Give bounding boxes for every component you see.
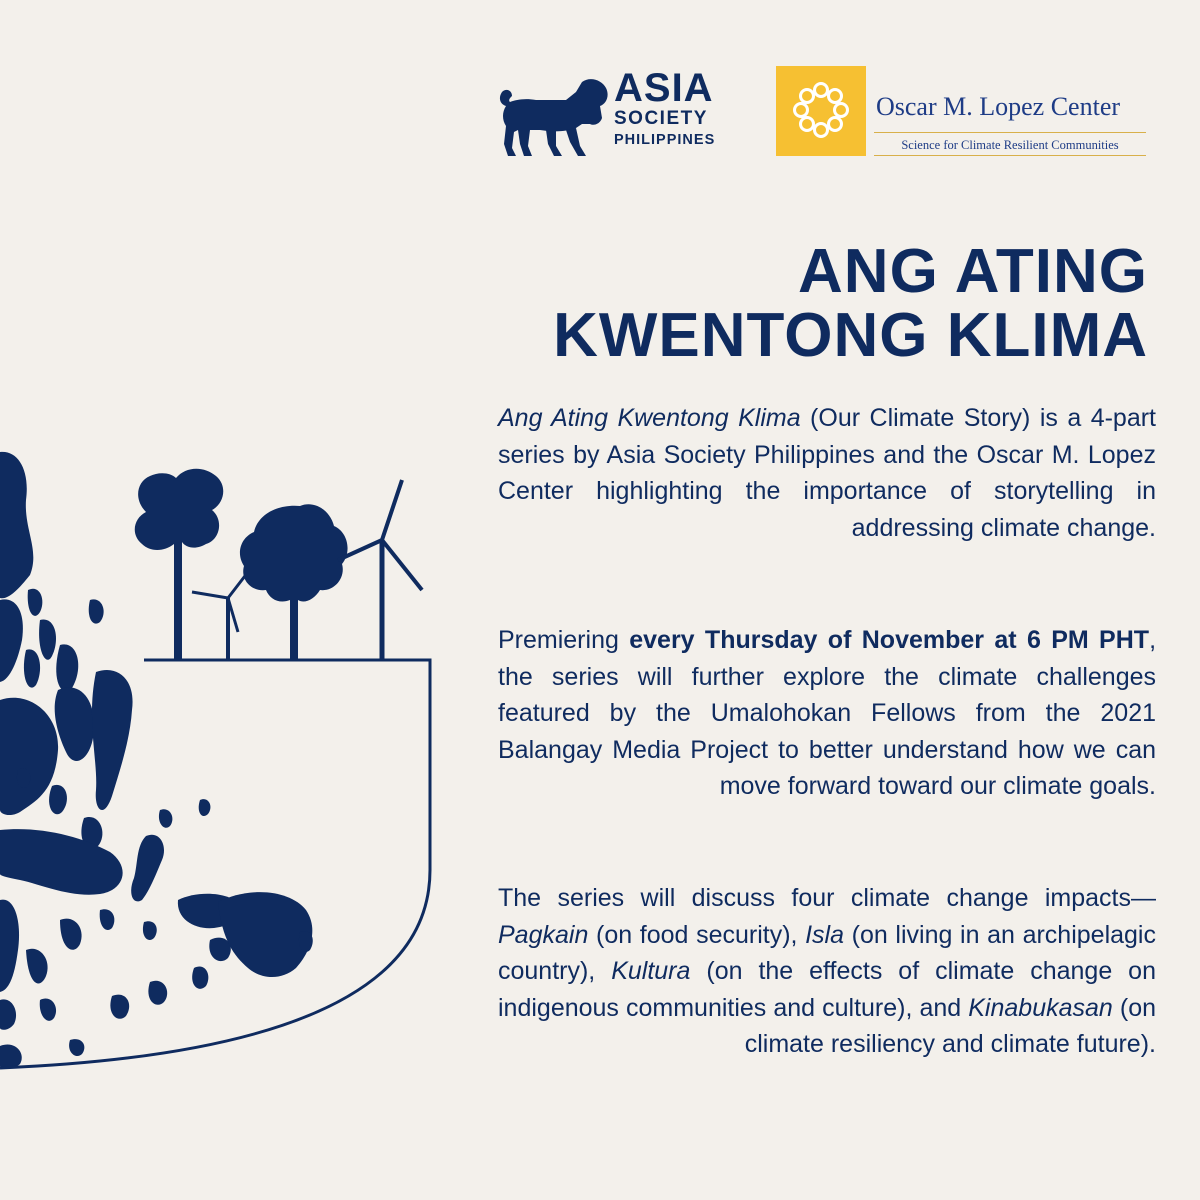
impact-kultura: Kultura bbox=[611, 957, 691, 985]
island-shape bbox=[0, 900, 19, 992]
island-shape bbox=[28, 589, 43, 616]
impacts-text: (on food security), bbox=[588, 920, 806, 949]
impacts-text: (on the effects of climate change on indigenous communities and culture), and bbox=[498, 957, 1156, 1022]
intro-text: (Our Climate Story) is a 4-part series by Asia Society Philippines and the Oscar M. Lopez Center highlighting the importance of storytelling in addressing climate change. bbox=[498, 404, 1156, 542]
island-shape bbox=[218, 892, 312, 977]
island-shape bbox=[24, 649, 40, 687]
impacts-text: The series will discuss four climate change impacts— bbox=[498, 884, 1156, 912]
title-line-1: ANG ATING bbox=[798, 237, 1148, 306]
island-shape bbox=[131, 835, 164, 902]
wind-turbine-blade bbox=[382, 480, 402, 540]
wind-turbine-blade bbox=[228, 572, 248, 598]
island-shape bbox=[192, 967, 208, 989]
ring-of-circles-icon bbox=[776, 66, 866, 156]
round-tree bbox=[240, 504, 348, 660]
omlc-divider bbox=[874, 155, 1146, 156]
omlc-logo bbox=[776, 66, 1148, 158]
island-shape bbox=[89, 599, 104, 623]
asia-wordmark: ASIA bbox=[614, 66, 714, 110]
impacts-text: (on living in an archipelagic country), bbox=[498, 920, 1156, 985]
island-shape bbox=[159, 809, 172, 828]
omlc-divider bbox=[874, 132, 1146, 133]
island-shape bbox=[148, 981, 167, 1005]
philippines-wordmark: PHILIPPINES bbox=[614, 132, 716, 148]
island-shape bbox=[100, 909, 115, 930]
island-shape bbox=[55, 687, 94, 761]
wind-turbine-blade bbox=[192, 592, 228, 598]
title-line-2: KWENTONG KLIMA bbox=[553, 301, 1148, 370]
asia-society-logo bbox=[496, 66, 736, 162]
impact-pagkain: Pagkain bbox=[498, 920, 589, 949]
palm-tree bbox=[135, 469, 223, 660]
island-shape bbox=[56, 644, 78, 691]
island-shape bbox=[60, 919, 82, 950]
island-shape bbox=[40, 999, 56, 1021]
premiere-schedule: every Thursday of November at 6 PM PHT bbox=[629, 626, 1150, 654]
series-name: Ang Ating Kwentong Klima bbox=[498, 404, 801, 432]
impacts-text: (on climate resiliency and climate future). bbox=[744, 993, 1156, 1058]
island-shape bbox=[39, 620, 56, 660]
island-shape bbox=[92, 670, 133, 810]
island-shape bbox=[110, 995, 129, 1019]
island-shape bbox=[26, 949, 48, 984]
intro-paragraph bbox=[498, 400, 1156, 546]
island-shape bbox=[0, 829, 123, 895]
island-shape bbox=[143, 921, 157, 940]
island-shape bbox=[49, 785, 67, 814]
island-shape bbox=[0, 1045, 22, 1068]
premiere-lead: Premiering bbox=[498, 626, 630, 654]
wind-turbine-blade bbox=[382, 540, 422, 590]
omlc-name: Oscar M. Lopez Center bbox=[876, 92, 1121, 121]
island-shape bbox=[0, 599, 23, 682]
society-wordmark: SOCIETY bbox=[614, 108, 708, 129]
lion-icon bbox=[496, 74, 612, 160]
island-shape bbox=[0, 999, 16, 1029]
impact-kinabukasan: Kinabukasan bbox=[968, 993, 1113, 1022]
island-shape bbox=[69, 1039, 84, 1056]
impacts-paragraph bbox=[498, 880, 1156, 1063]
omlc-tagline: Science for Climate Resilient Communities bbox=[901, 138, 1119, 152]
premiere-paragraph bbox=[498, 622, 1156, 805]
impact-isla: Isla bbox=[805, 920, 845, 949]
premiere-text: , the series will further explore the climate challenges featured by the Umalohokan Fellows from the 2021 Balangay Media Project to better understand how we can move forward toward our climate goals. bbox=[498, 626, 1157, 800]
island-shape bbox=[0, 452, 33, 598]
omlc-logo-mark bbox=[776, 66, 866, 156]
page-title bbox=[553, 237, 1148, 370]
island-shape bbox=[199, 799, 211, 816]
